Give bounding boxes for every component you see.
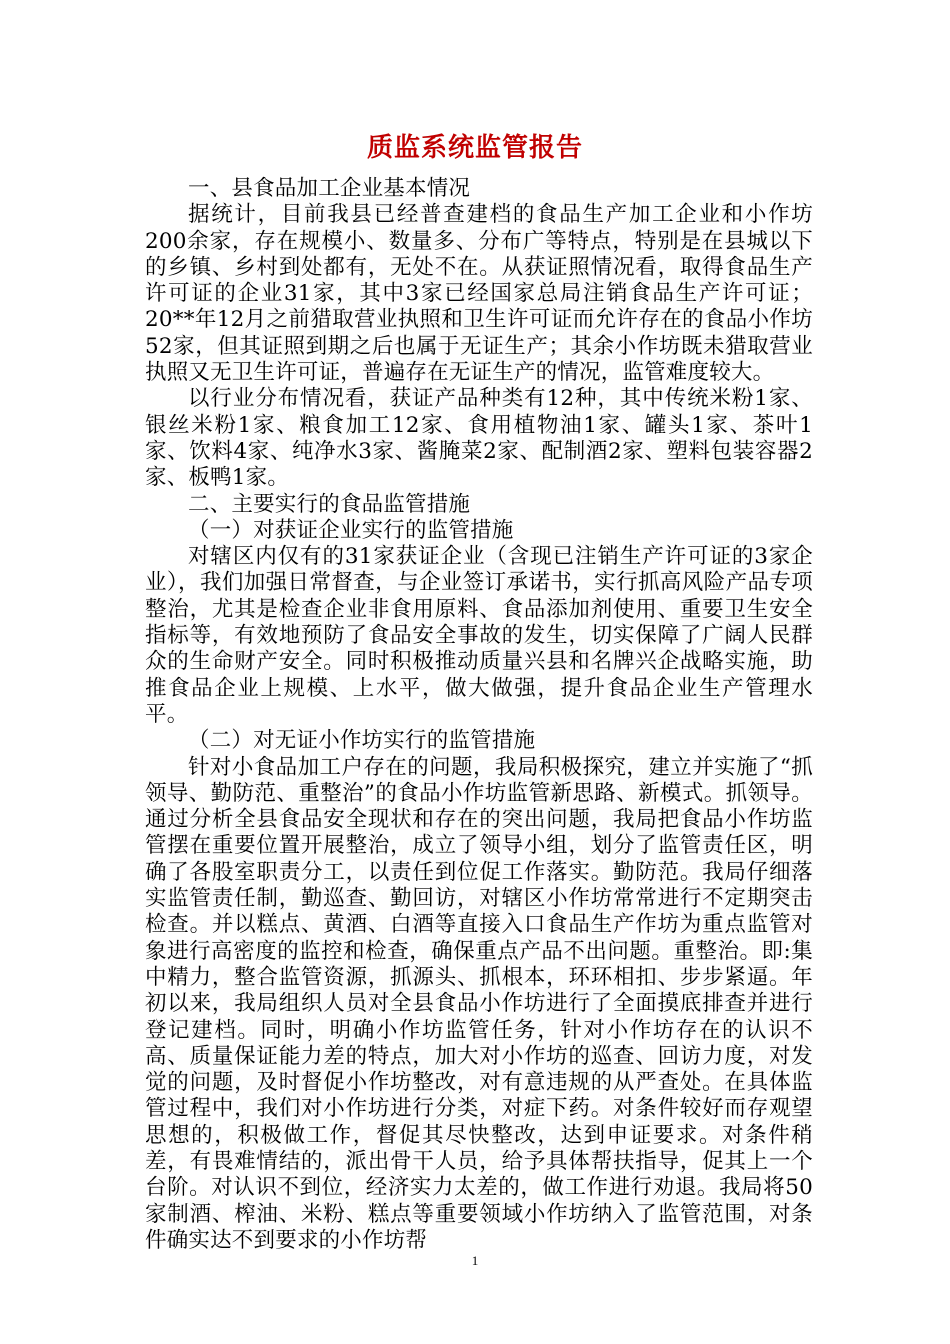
- subsection-heading-1: （一）对获证企业实行的监管措施: [188, 517, 514, 543]
- section-heading-1: 一、县食品加工企业基本情况: [188, 176, 471, 201]
- page-number: 1: [471, 1253, 479, 1268]
- document-title: 质监系统监管报告: [366, 133, 583, 163]
- document-body: [145, 176, 813, 1254]
- paragraph: 对辖区内仅有的31家获证企业（含现已注销生产许可证的3家企业），我们加强日常督查，与企业签订承诺书，实行抓高风险产品专项整治，尤其是检查企业非食用原料、食品添加剂使用、重要卫生安全指标等，有效地预防了食品安全事故的发生，切实保障了广阔人民群众的生命财产安全。同时积极推动质量兴县和名牌兴企战略实施，助推食品企业上规模、上水平，做大做强，提升食品企业生产管理水平。: [145, 544, 813, 727]
- subsection-heading-2: （二）对无证小作坊实行的监管措施: [188, 728, 536, 754]
- paragraph: 以行业分布情况看，获证产品种类有12种，其中传统米粉1家、银丝米粉1家、粮食加工12家、食用植物油1家、罐头1家、茶叶1家、饮料4家、纯净水3家、酱腌菜2家、配制酒2家、塑料包装容器2家、板鸭1家。: [145, 386, 813, 491]
- section-heading-2: 二、主要实行的食品监管措施: [188, 491, 471, 517]
- paragraph: 据统计，目前我县已经普查建档的食品生产加工企业和小作坊200余家，存在规模小、数量多、分布广等特点，特别是在县城以下的乡镇、乡村到处都有，无处不在。从获证照情况看，取得食品生产许可证的企业31家，其中3家已经国家总局注销食品生产许可证；20**年12月之前猎取营业执照和卫生许可证而允许存在的食品小作坊52家，但其证照到期之后也属于无证生产；其余小作坊既未猎取营业执照又无卫生许可证，普遍存在无证生产的情况，监管难度较大。: [145, 202, 813, 386]
- paragraph: 针对小食品加工户存在的问题，我局积极探究，建立并实施了“抓领导、勤防范、重整治”的食品小作坊监管新思路、新模式。抓领导。通过分析全县食品安全现状和存在的突出问题，我局把食品小作坊监管摆在重要位置开展整治，成立了领导小组，划分了监管责任区，明确了各股室职责分工，以责任到位促工作落实。勤防范。我局仔细落实监管责任制，勤巡查、勤回访，对辖区小作坊常常进行不定期突击检查。并以糕点、黄酒、白酒等直接入口食品生产作坊为重点监管对象进行高密度的监控和检查，确保重点产品不出问题。重整治。即:集中精力，整合监管资源，抓源头、抓根本，环环相扣、步步紧逼。年初以来，我局组织人员对全县食品小作坊进行了全面摸底排查并进行登记建档。同时，明确小作坊监管任务，针对小作坊存在的认识不高、质量保证能力差的特点，加大对小作坊的巡查、回访力度，对发觉的问题，及时督促小作坊整改，对有意违规的从严查处。在具体监管过程中，我们对小作坊进行分类，对症下药。对条件较好而存观望思想的，积极做工作，督促其尽快整改，达到申证要求。对条件稍差，有畏难情结的，派出骨干人员，给予具体帮扶指导，促其上一个台阶。对认识不到位，经济实力太差的，做工作进行劝退。我局将50家制酒、榨油、米粉、糕点等重要领域小作坊纳入了监管范围，对条件确实达不到要求的小作坊帮: [145, 754, 813, 1253]
